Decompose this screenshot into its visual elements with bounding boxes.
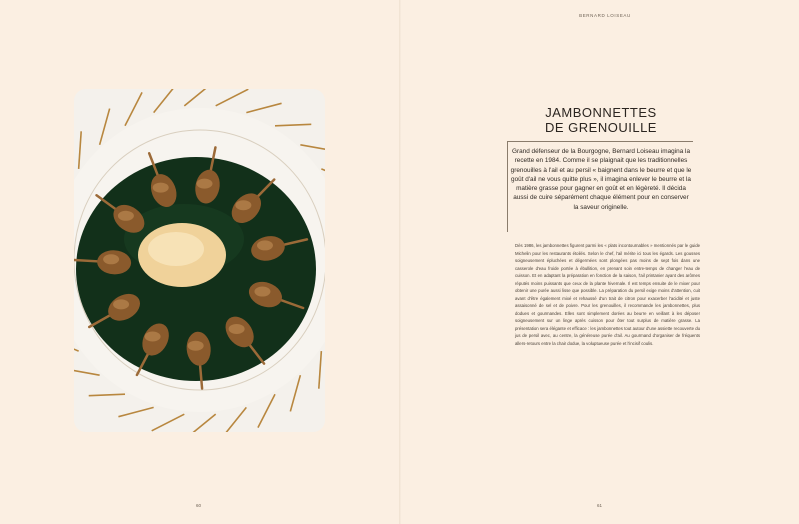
puree-highlight bbox=[148, 232, 204, 266]
page-number-right: 61 bbox=[597, 503, 603, 508]
intro-paragraph: Grand défenseur de la Bourgogne, Bernard Loiseau imagina la recette en 1984. Comme il se plaignait que les traditionnelles grenouilles à l'ail et au persil « baignent dans le beurre et que le goût d'ail ne vous quitte plus », il imagina enlever le beurre et la matière grasse pour gagner en goût et en légèreté. Il décida aussi de cuire séparément chaque élément pour en conserver la saveur originelle. bbox=[510, 148, 692, 211]
dish-illustration bbox=[74, 89, 325, 432]
body-paragraph: Dès 1986, les jambonnettes figurent parmi les « plats incontournables » mentionnés par le guide Michelin pour les restaurants étoilés. Selon le chef, l'ail mérite ici tous les égards. Les gousses soigneusement épluchées et dégermées sont plongées pas moins de sept fois dans une casserole d'eau froide portée à ébullition, en prenant soin entre-temps de changer l'eau de cuisson. Et en adaptant la préparation en fonction de la saison, l'ail printanier ayant des arômes réputés moins puissants que ceux de la plante hivernale. Il est temps ensuite de le mixer pour obtenir une purée aussi lisse que possible. La préparation du persil exige moins d'attention, cuit avant d'être également mixé et rehaussé d'un trait de citron pour exacerber l'acidité et juste assaisonné de sel et de poivre. Pour les grenouilles, il recommande les jambonnettes, plus dodues et gourmandes. Elles sont simplement dorées au beurre en veillant à les déposer soigneusement sur un linge après cuisson pour ôter tout surplus de matière grasse. La présentation sera élégante et efficace : les jambonnettes tout autour d'une assiette recouverte du jus de persil avec, au centre, la généreuse purée d'ail. Au gourmand d'organiser de fréquents allers-retours entre la chair dodue, la voluptueuse purée et l'incisif coulis. bbox=[515, 243, 700, 346]
title-line-2: DE GRENOUILLE bbox=[545, 120, 657, 135]
recipe-title bbox=[515, 105, 687, 135]
dish-photo bbox=[74, 89, 325, 432]
page-number-left: 60 bbox=[196, 503, 202, 508]
title-line-1: JAMBONNETTES bbox=[545, 105, 657, 120]
page-gutter bbox=[399, 0, 401, 524]
running-head: BERNARD LOISEAU bbox=[579, 13, 631, 18]
